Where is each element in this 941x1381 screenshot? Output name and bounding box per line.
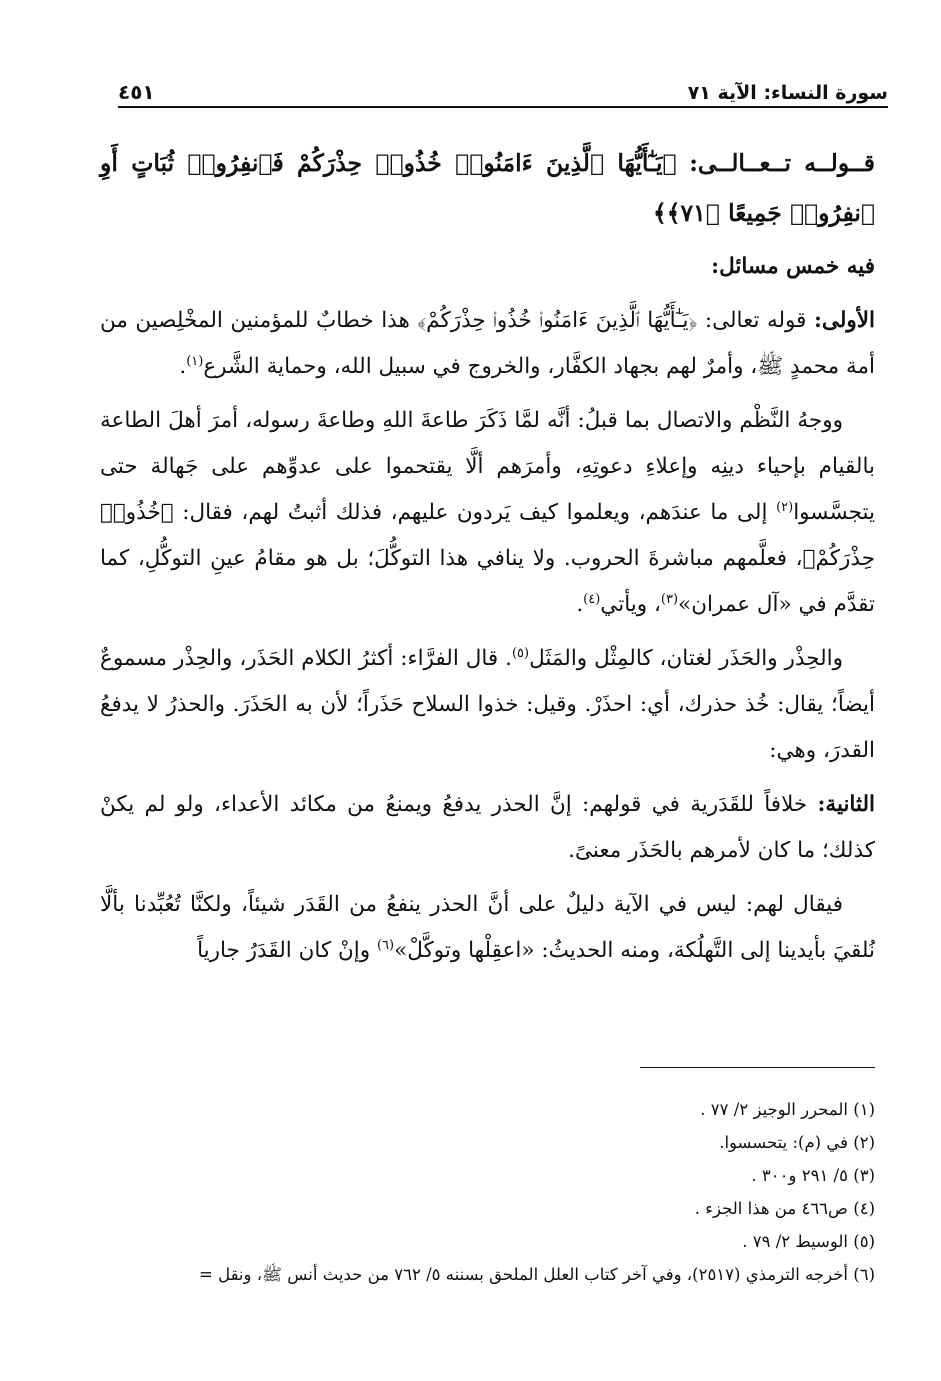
paragraph-text: ووجهُ النَّظْم والاتصال بما قبلُ: أنَّه لمَّا ذَكَرَ طاعةَ اللهِ وطاعةَ رسوله، أمرَ أهلَ الطاعة بالقيام بإحياء دينِه وإعلاءِ دعوتِهِ، وأمرَهم ألَّا يقتحموا على عدوِّهم على جَهالة حتى يتجسَّسوا [100, 408, 875, 525]
footnote-ref: (٥) [511, 645, 530, 661]
paragraph-second-issue [100, 782, 875, 874]
section-heading: فيه خمس مسائل: [711, 254, 875, 279]
quran-verse: ﴿يَـٰٓأَيُّهَا ٱلَّذِينَ ءَامَنُوا۟ خُذُوا۟ حِذْرَكُمْ فَٱنفِرُوا۟ ثُبَاتٍ أَوِ ٱنفِرُوا۟ جَمِيعًا ﴿٧١﴾﴾ [100, 149, 875, 227]
issue-label-second: الثانية: [817, 792, 875, 817]
issue-label-first: الأولى: [813, 308, 875, 333]
footnote-ref: (٤) [583, 591, 601, 607]
footnote-4: (٤) ص٤٦٦ من هذا الجزء . [694, 1199, 875, 1218]
footnote-ref: (٦) [376, 937, 395, 953]
page-number: ٤٥١ [118, 80, 155, 104]
footnote-1: (١) المحرر الوجيز ٢/ ٧٧ . [700, 1100, 875, 1119]
paragraph-reply [100, 882, 875, 974]
footnotes [100, 1093, 875, 1291]
paragraph-text: . قال الفرَّاء: أكثرُ الكلام الحَذَر، والحِذْر مسموعٌ أيضاً؛ يقال: خُذ حذرك، أي: احذَرْ. وقيل: خذوا السلاح حَذَراً؛ لأن به الحَذَرَ. والحذرُ لا يدفعُ القدرَ، وهي: [100, 646, 875, 763]
paragraph-text: ، ويأتي [600, 592, 661, 617]
paragraph-text: . [179, 354, 187, 379]
running-header [118, 68, 888, 108]
paragraph-text: إلى ما عندَهم، ويعلموا كيف يَردون عليهم، فذلك أثبتُ لهم، فقال: ﴿خُذُوا۟ حِذْرَكُمْ﴾، فعلَّمهم مباشرةَ الحروب. ولا ينافي هذا التوكُّلَ؛ بل هو مقامُ عينِ التوكُّلِ، كما تقدَّم في «آل عمران» [100, 500, 875, 617]
paragraph-text: والحِذْر والحَذَر لغتان، كالمِثْل والمَثَل [529, 646, 843, 671]
footnote-divider [640, 1067, 875, 1068]
header-title: سورة النساء: الآية ٧١ [687, 82, 888, 104]
footnote-2: (٢) في (م): يتحسسوا. [719, 1133, 875, 1152]
main-text [100, 138, 875, 982]
footnote-3: (٣) ٥/ ٢٩١ و٣٠٠ . [751, 1166, 875, 1185]
paragraph-text: خلافاً للقَدَرية في قولهم: إنَّ الحذر يدفعُ ويمنعُ من مكائد الأعداء، ولو لم يكنْ كذلك؛ ما كان لأمرهم بالحَذَر معنىً. [100, 792, 875, 863]
footnote-6: (٦) أخرجه الترمذي (٢٥١٧)، وفي آخر كتاب العلل الملحق بسننه ٥/ ٧٦٢ من حديث أنس ﷺ، ونقل = [199, 1265, 875, 1284]
paragraph-first-issue [100, 298, 875, 390]
footnote-ref: (١) [186, 353, 204, 369]
paragraph-language [100, 636, 875, 774]
verse-intro-label: قــولــه تــعــالــى: [689, 149, 875, 177]
verse-intro [100, 138, 875, 238]
paragraph-text: وإنْ كان القَدَرُ جارياً [197, 938, 377, 963]
paragraph-context [100, 398, 875, 628]
paragraph-text: . [576, 592, 584, 617]
footnote-ref: (٣) [660, 591, 679, 607]
footnote-ref: (٢) [776, 499, 794, 515]
footnote-5: (٥) الوسيط ٢/ ٧٩ . [742, 1232, 875, 1251]
paragraph-text: قوله تعالى: ﴿يَـٰٓأَيُّهَا ٱلَّذِينَ ءَامَنُوا۟ خُذُوا۟ حِذْرَكُمْ﴾ هذا خطابٌ للمؤمنين المخْلِصين من أمة محمدٍ ﷺ، وأمرٌ لهم بجهاد الكفَّار، والخروج في سبيل الله، وحماية الشَّرع [100, 308, 875, 379]
paragraph-text: فيقال لهم: ليس في الآية دليلٌ على أنَّ الحذر ينفعُ من القَدَر شيئاً، ولكنَّا تُعُبِّدنا بألَّا نُلقيَ بأيدينا إلى التَّهلُكة، ومنه الحديثُ: «اعقِلْها وتوكَّلْ» [100, 892, 875, 963]
